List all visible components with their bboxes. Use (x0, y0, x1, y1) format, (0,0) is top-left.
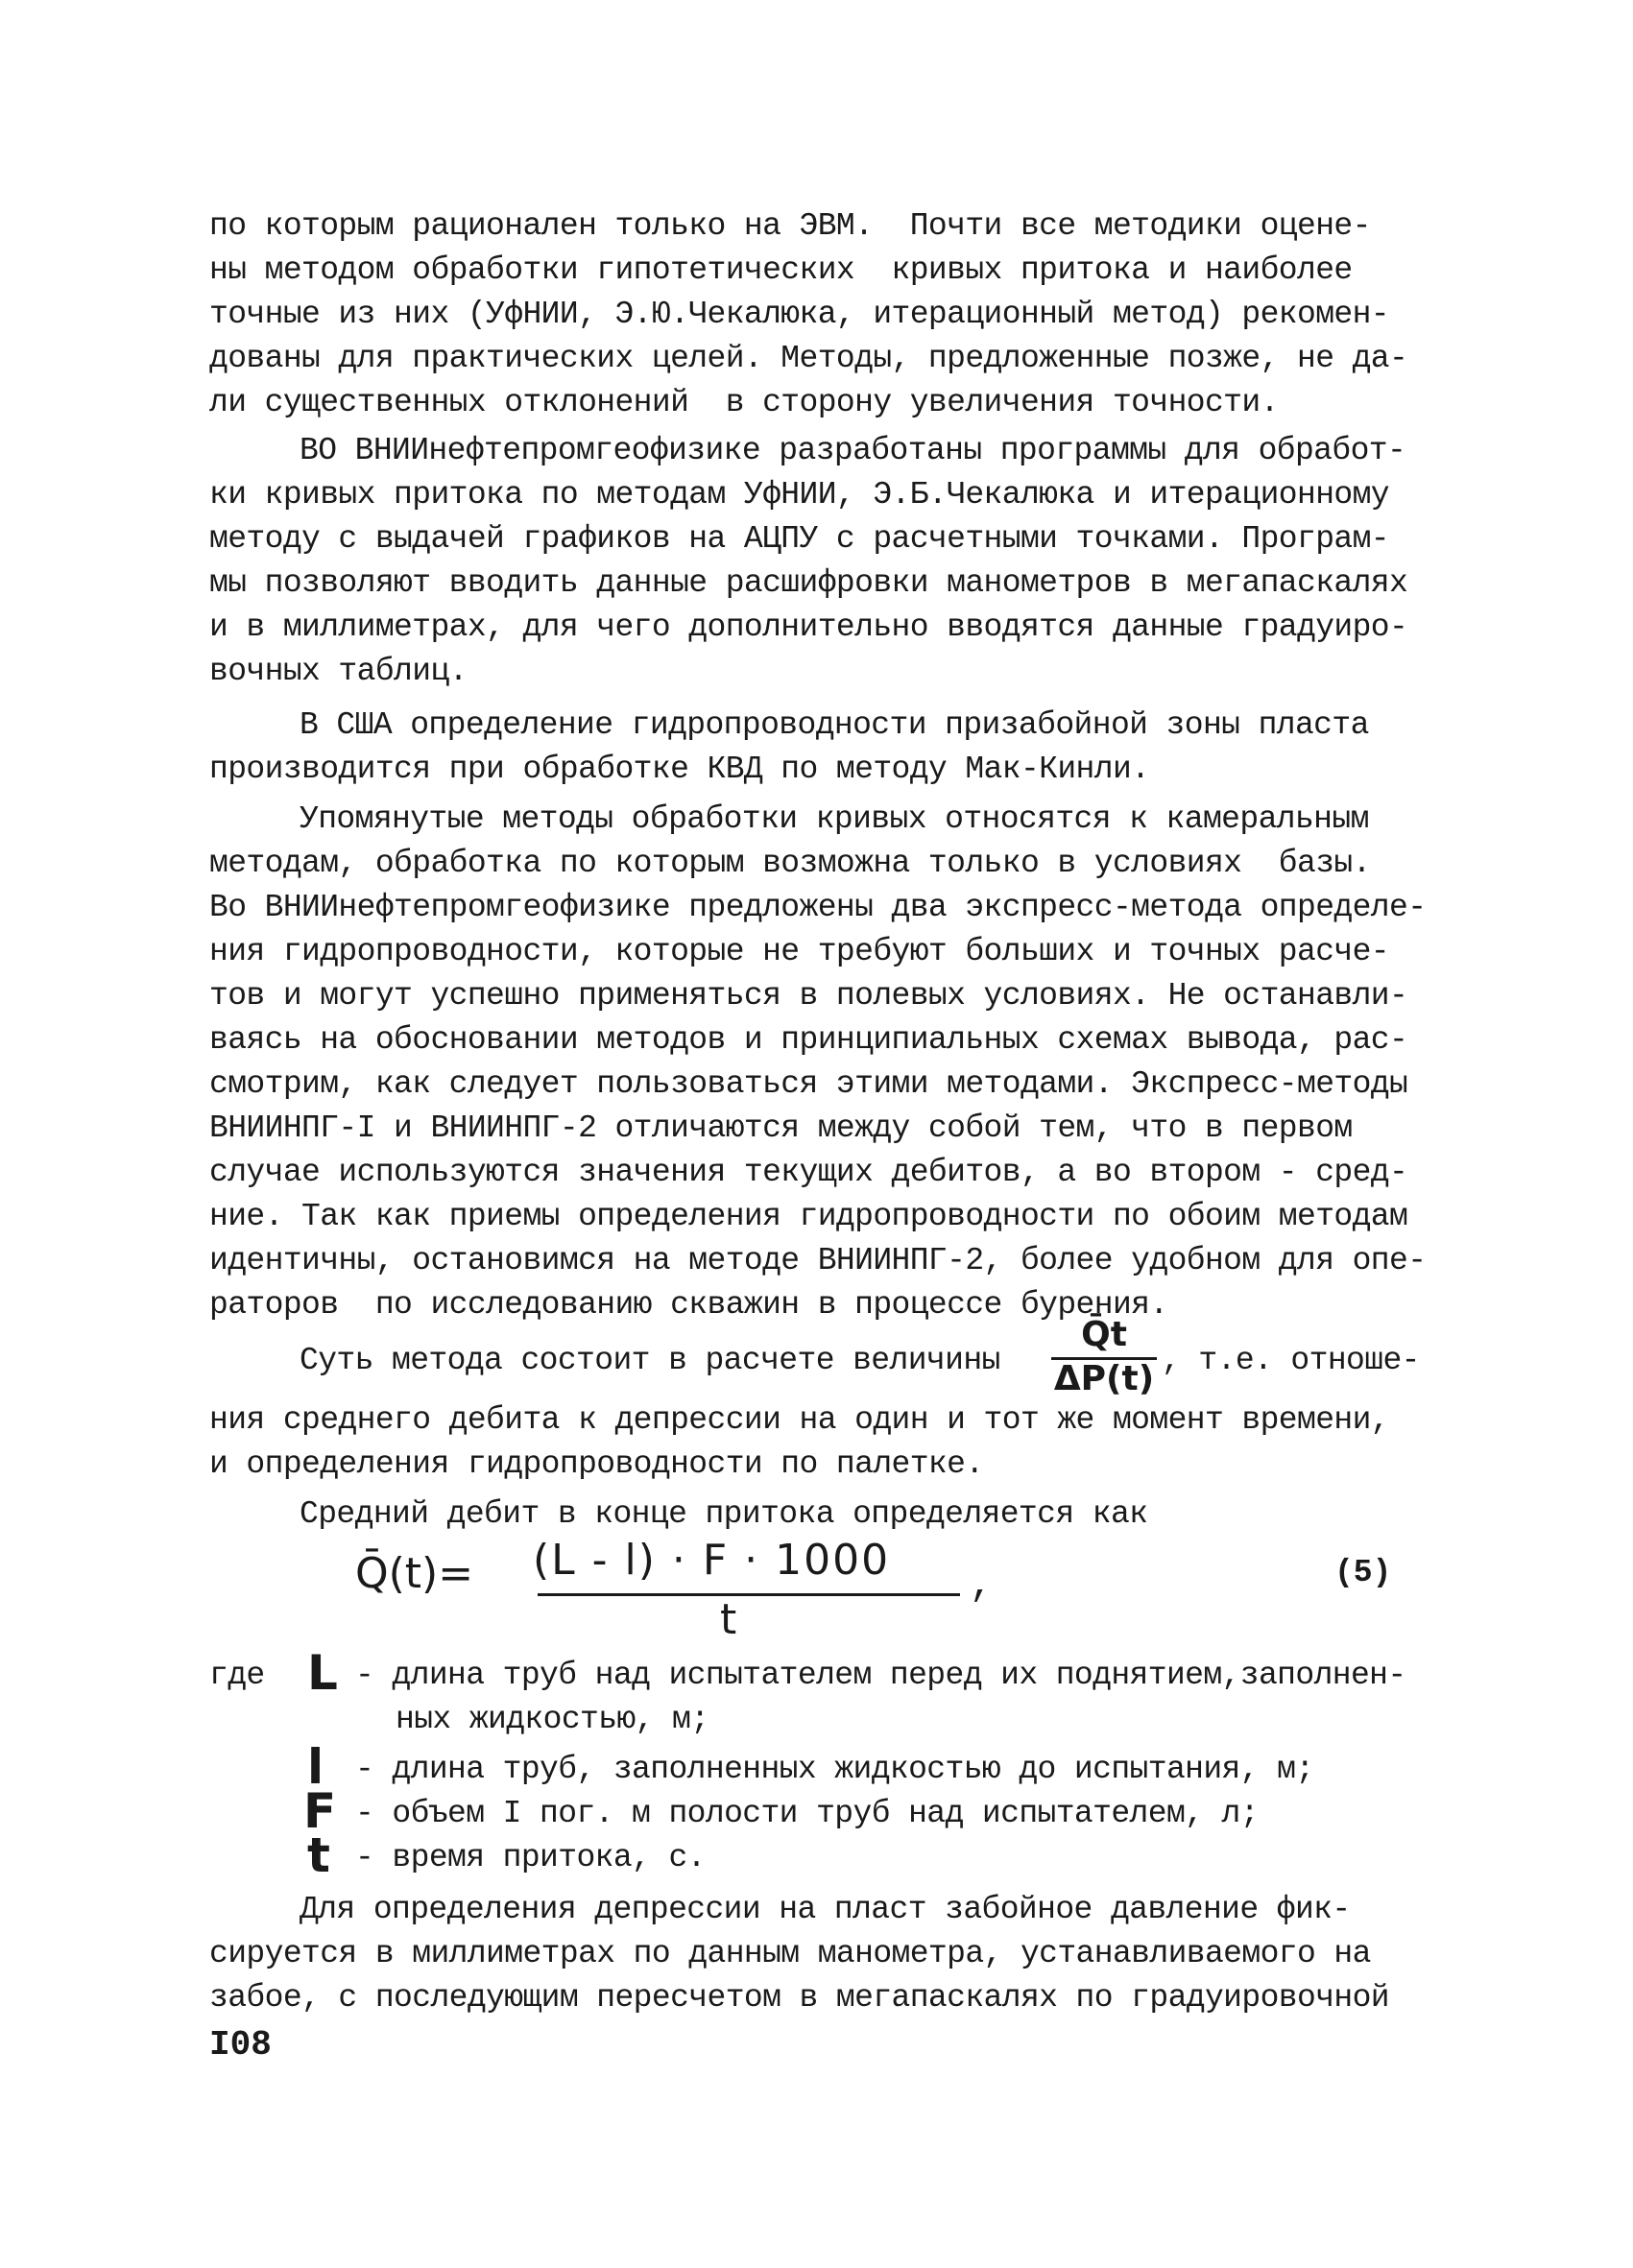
text-line: Для определения депрессии на пласт забойное давление фик- (300, 1892, 1351, 1927)
text-line: Упомянутые методы обработки кривых относятся к камеральным (300, 801, 1369, 837)
text-line: случае используются значения текущих дебитов, а во втором - сред- (209, 1155, 1408, 1190)
equation-fraction-bar (538, 1593, 960, 1596)
text-line: дованы для практических целей. Методы, предложенные позже, не да- (209, 341, 1408, 376)
text-line: точные из них (УфНИИ, Э.Ю.Чекалюка, итерационный метод) рекомен- (209, 297, 1390, 332)
inline-fraction (1051, 1315, 1166, 1401)
text-line: ли существенных отклонений в сторону увеличения точности. (209, 385, 1279, 420)
text-line: методам, обработка по которым возможна только в условиях базы. (209, 846, 1371, 881)
equation-lhs: Q̄(t)= (355, 1549, 474, 1598)
text-line: ния гидропроводности, которые не требуют больших и точных расче- (209, 934, 1390, 969)
text-line: ваясь на обосновании методов и принципиальных схемах вывода, рас- (209, 1022, 1408, 1058)
text-line: Суть метода состоит в расчете величины (300, 1343, 1000, 1378)
equation-denominator: t (720, 1595, 737, 1644)
text-line: вочных таблиц. (209, 654, 468, 689)
text-line: мы позволяют вводить данные расшифровки манометров в мегапаскалях (209, 565, 1408, 601)
definition-text: - длина труб над испытателем перед их поднятием,заполнен- (355, 1658, 1406, 1693)
text-line: ны методом обработки гипотетических кривых притока и наиболее (209, 252, 1353, 288)
text-line: раторов по исследованию скважин в процессе бурения. (209, 1287, 1168, 1323)
text-line: Средний дебит в конце притока определяется как (300, 1496, 1148, 1532)
text-line: , т.е. отноше- (1162, 1343, 1420, 1378)
text-line: смотрим, как следует пользоваться этими методами. Экспресс-методы (209, 1066, 1408, 1102)
symbol-t: t (307, 1827, 330, 1883)
symbol-F: F (303, 1783, 337, 1839)
equation-numerator: (L - l) · F · 1000 (533, 1536, 891, 1585)
text-line: производится при обработке КВД по методу Мак-Кинли. (209, 752, 1150, 787)
text-line: методу с выдачей графиков на АЦПУ с расчетными точками. Програм- (209, 521, 1390, 557)
fraction-numerator: Q̄t (1081, 1315, 1127, 1354)
symbol-L: L (307, 1645, 338, 1701)
equation-5 (355, 1536, 1411, 1651)
equation-comma: , (970, 1564, 994, 1608)
definition-text: - объем I пог. м полости труб над испытателем, л; (355, 1796, 1259, 1831)
definition-text: - длина труб, заполненных жидкостью до испытания, м; (355, 1752, 1314, 1787)
text-line: идентичны, остановимся на методе ВНИИНПГ-2, более удобном для опе- (209, 1243, 1427, 1278)
text-line: и определения гидропроводности по палетке. (209, 1446, 984, 1482)
text-line: и в миллиметрах, для чего дополнительно вводятся данные градуиро- (209, 609, 1408, 645)
text-line: по которым рационален только на ЭВМ. Почти все методики оцене- (209, 208, 1371, 244)
text-line: ВО ВНИИнефтепромгеофизике разработаны программы для обработ- (300, 433, 1406, 468)
text-line: ния среднего дебита к депрессии на один и тот же момент времени, (209, 1402, 1390, 1438)
symbol-l: l (307, 1739, 324, 1795)
text-line: ВНИИНПГ-I и ВНИИНПГ-2 отличаются между собой тем, что в первом (209, 1110, 1353, 1146)
definition-text: - время притока, с. (355, 1840, 706, 1875)
text-line: ние. Так как приемы определения гидропроводности по обоим методам (209, 1199, 1408, 1234)
text-line: Во ВНИИнефтепромгеофизике предложены два экспресс-метода определе- (209, 890, 1427, 925)
equation-number: (5) (1334, 1555, 1392, 1590)
where-label: где (209, 1658, 265, 1693)
text-line: В США определение гидропроводности призабойной зоны пласта (300, 707, 1369, 743)
definition-text: ных жидкостью, м; (396, 1702, 709, 1737)
page-number: I08 (209, 2025, 272, 2065)
text-line: ки кривых притока по методам УфНИИ, Э.Б.Чекалюка и итерационному (209, 477, 1390, 513)
text-line: тов и могут успешно применяться в полевых условиях. Не останавли- (209, 978, 1408, 1014)
text-line: сируется в миллиметрах по данным манометра, устанавливаемого на (209, 1936, 1371, 1971)
fraction-denominator: ΔP(t) (1053, 1359, 1155, 1398)
text-line: забое, с последующим пересчетом в мегапаскалях по градуировочной (209, 1980, 1390, 2016)
